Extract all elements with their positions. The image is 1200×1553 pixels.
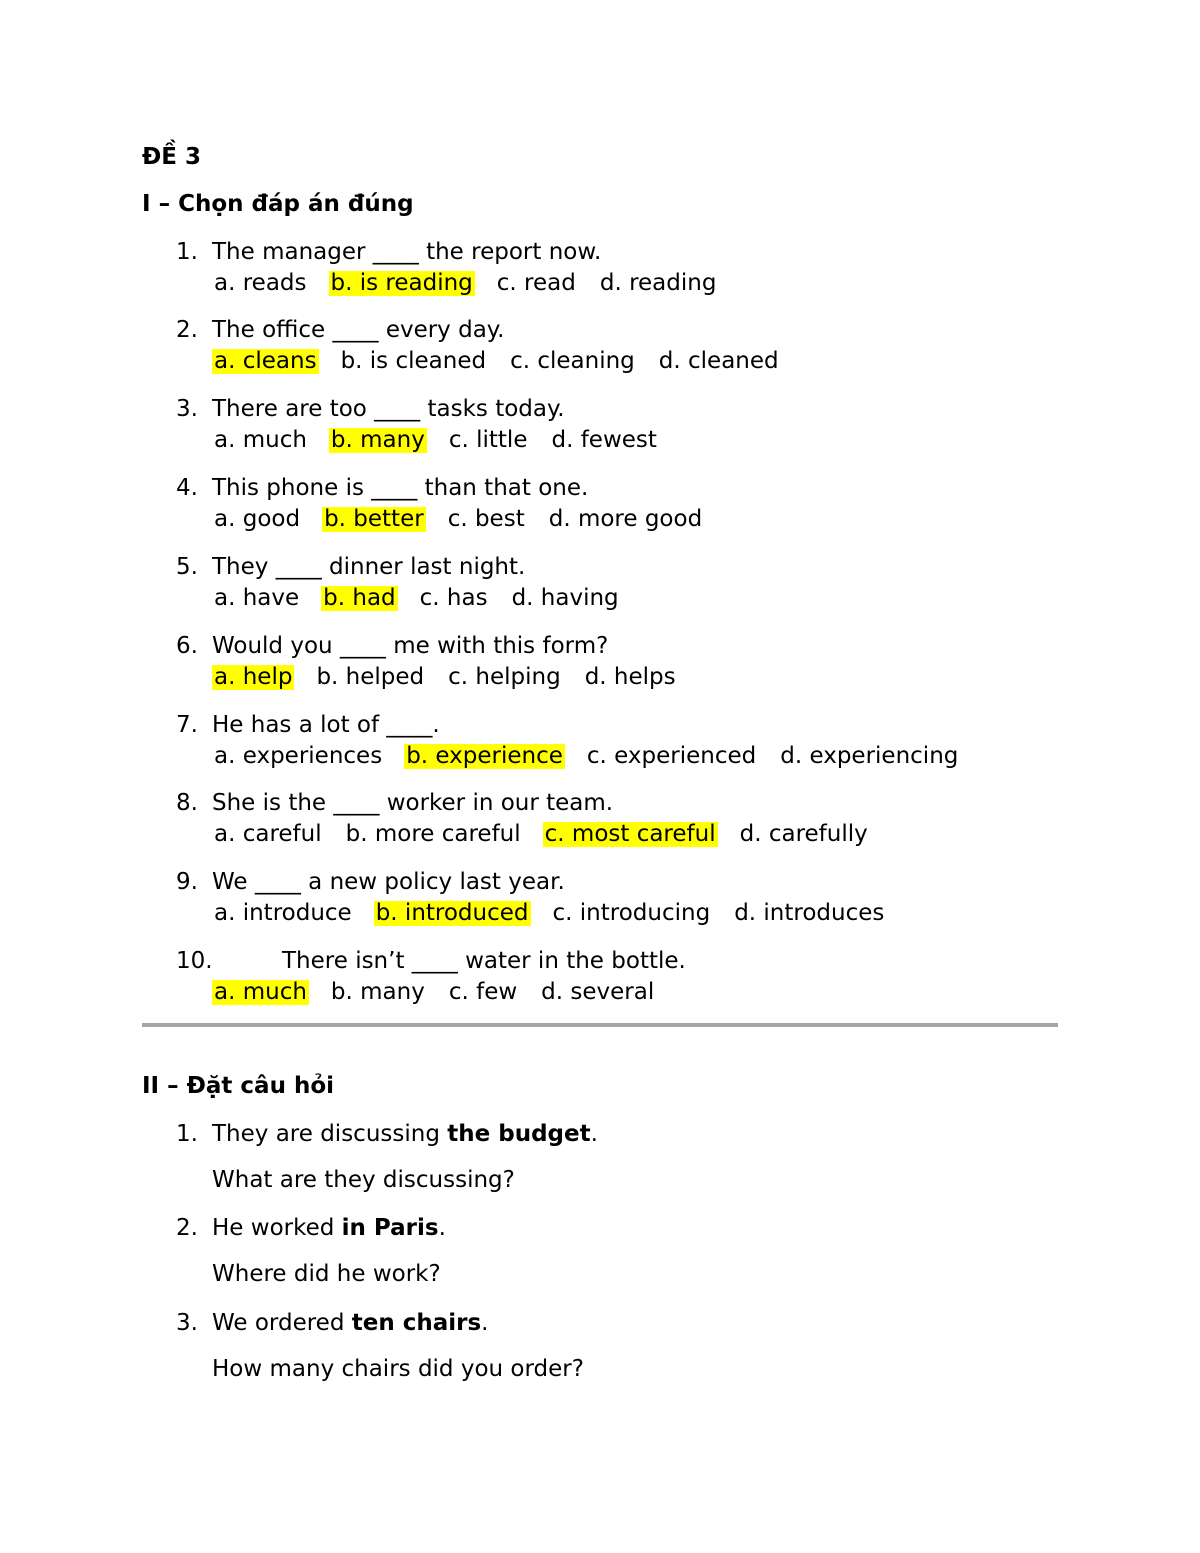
answer-option: a. introduce bbox=[214, 900, 352, 926]
question-text: The manager ____ the report now. bbox=[212, 239, 602, 265]
statement-prefix: They are discussing bbox=[212, 1121, 448, 1147]
question-text: We ____ a new policy last year. bbox=[212, 869, 565, 895]
answer-option: c. experienced bbox=[586, 743, 757, 769]
mcq-question bbox=[0, 714, 1200, 784]
question-number: 9. bbox=[176, 869, 198, 895]
statement-prefix: He worked bbox=[212, 1215, 342, 1241]
question-text: He has a lot of ____. bbox=[212, 712, 440, 738]
answer-option: c. helping bbox=[448, 664, 561, 690]
answer-option: b. many bbox=[330, 979, 425, 1005]
answer-option: a. good bbox=[214, 506, 301, 532]
answer-options bbox=[212, 507, 724, 532]
answer-option: d. experiencing bbox=[780, 743, 959, 769]
statement-text bbox=[212, 1217, 446, 1240]
answer-option: d. more good bbox=[548, 506, 703, 532]
answer-option-correct: b. introduced bbox=[375, 900, 529, 926]
statement-text bbox=[212, 1123, 598, 1146]
answer-option: a. have bbox=[214, 585, 300, 611]
question-number: 7. bbox=[176, 712, 198, 738]
question-text: There are too ____ tasks today. bbox=[212, 396, 565, 422]
answer-option: b. more careful bbox=[345, 821, 521, 847]
answer-options bbox=[212, 980, 676, 1005]
statement-text bbox=[212, 1312, 488, 1335]
question-number: 2. bbox=[176, 317, 198, 343]
mcq-question bbox=[0, 950, 1200, 1020]
answer-option: c. introducing bbox=[552, 900, 711, 926]
answer-option-correct: b. is reading bbox=[330, 270, 473, 296]
mcq-question bbox=[0, 792, 1200, 862]
answer-options bbox=[212, 271, 738, 296]
answer-option-correct: b. better bbox=[324, 506, 424, 532]
question-text: The office ____ every day. bbox=[212, 317, 505, 343]
formed-question: Where did he work? bbox=[212, 1261, 441, 1287]
answer-options bbox=[212, 428, 679, 453]
answer-option: d. helps bbox=[584, 664, 676, 690]
answer-option: c. read bbox=[496, 270, 576, 296]
statement-focus: ten chairs bbox=[351, 1310, 482, 1336]
question-forming-item bbox=[0, 1123, 1200, 1213]
answer-option-correct: b. many bbox=[330, 427, 425, 453]
section1-heading: I – Chọn đáp án đúng bbox=[142, 191, 414, 217]
answer-option-correct: a. much bbox=[214, 979, 307, 1005]
answer-option: a. much bbox=[214, 427, 307, 453]
answer-option: c. cleaning bbox=[510, 348, 635, 374]
question-text: There isn’t ____ water in the bottle. bbox=[282, 948, 686, 974]
mcq-question bbox=[0, 477, 1200, 547]
question-number: 5. bbox=[176, 554, 198, 580]
answer-option: c. has bbox=[419, 585, 488, 611]
answer-option: d. introduces bbox=[734, 900, 885, 926]
answer-option: a. reads bbox=[214, 270, 307, 296]
section2-heading: II – Đặt câu hỏi bbox=[142, 1073, 335, 1099]
question-number: 6. bbox=[176, 633, 198, 659]
mcq-question bbox=[0, 319, 1200, 389]
formed-question: How many chairs did you order? bbox=[212, 1356, 584, 1382]
question-forming-item bbox=[0, 1312, 1200, 1402]
answer-option-correct: a. help bbox=[214, 664, 293, 690]
formed-question: What are they discussing? bbox=[212, 1167, 515, 1193]
statement-suffix: . bbox=[481, 1310, 489, 1336]
answer-option: d. cleaned bbox=[658, 348, 779, 374]
answer-options bbox=[212, 349, 801, 374]
answer-option: b. helped bbox=[316, 664, 425, 690]
question-number: 4. bbox=[176, 475, 198, 501]
question-text: Would you ____ me with this form? bbox=[212, 633, 609, 659]
mcq-question bbox=[0, 635, 1200, 705]
statement-suffix: . bbox=[438, 1215, 446, 1241]
section-divider bbox=[142, 1023, 1058, 1027]
question-number: 3. bbox=[176, 1310, 198, 1336]
answer-option: a. careful bbox=[214, 821, 322, 847]
answer-option: c. few bbox=[448, 979, 518, 1005]
question-number: 10. bbox=[176, 948, 213, 974]
question-text: She is the ____ worker in our team. bbox=[212, 790, 614, 816]
question-number: 3. bbox=[176, 396, 198, 422]
question-text: This phone is ____ than that one. bbox=[212, 475, 589, 501]
statement-focus: in Paris bbox=[341, 1215, 439, 1241]
answer-option-correct: b. experience bbox=[406, 743, 563, 769]
question-number: 2. bbox=[176, 1215, 198, 1241]
document-title: ĐỀ 3 bbox=[142, 144, 201, 170]
statement-suffix: . bbox=[590, 1121, 598, 1147]
mcq-question bbox=[0, 871, 1200, 941]
answer-options bbox=[212, 586, 641, 611]
answer-option: d. reading bbox=[599, 270, 717, 296]
question-text: They ____ dinner last night. bbox=[212, 554, 526, 580]
answer-option: c. best bbox=[447, 506, 525, 532]
mcq-question bbox=[0, 398, 1200, 468]
answer-option-correct: c. most careful bbox=[544, 821, 716, 847]
answer-option: d. carefully bbox=[739, 821, 868, 847]
mcq-question bbox=[0, 241, 1200, 311]
statement-focus: the budget bbox=[447, 1121, 591, 1147]
question-number: 1. bbox=[176, 1121, 198, 1147]
question-number: 1. bbox=[176, 239, 198, 265]
answer-option-correct: b. had bbox=[323, 585, 396, 611]
answer-option: d. several bbox=[541, 979, 655, 1005]
answer-option: d. having bbox=[511, 585, 619, 611]
answer-option: b. is cleaned bbox=[340, 348, 487, 374]
answer-options bbox=[212, 901, 906, 926]
mcq-question bbox=[0, 556, 1200, 626]
answer-option-correct: a. cleans bbox=[214, 348, 317, 374]
answer-options bbox=[212, 665, 698, 690]
answer-option: a. experiences bbox=[214, 743, 383, 769]
answer-options bbox=[212, 744, 980, 769]
question-number: 8. bbox=[176, 790, 198, 816]
answer-option: d. fewest bbox=[551, 427, 657, 453]
answer-options bbox=[212, 822, 890, 847]
answer-option: c. little bbox=[448, 427, 528, 453]
statement-prefix: We ordered bbox=[212, 1310, 352, 1336]
question-forming-item bbox=[0, 1217, 1200, 1307]
